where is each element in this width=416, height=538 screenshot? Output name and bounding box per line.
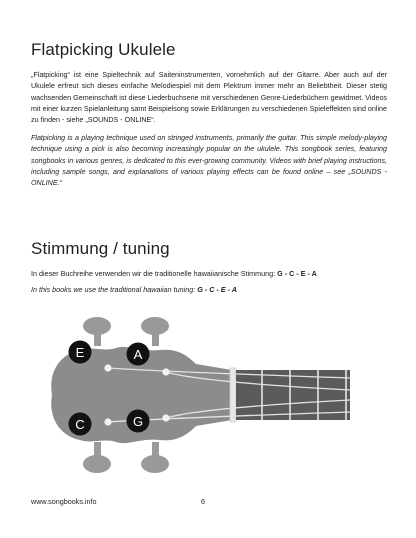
paragraph-english: Flatpicking is a playing technique used on stringed instruments, primarily the guitar. This simple melody-playing technique using a pick is also becoming increasingly popular on the ukulele. This songbook series, featuring songbooks in various genres, is dedicated to this ever-growing community. Videos with brief playing instructions, including sample songs, and explanations of various playing effects can be found online – see „SOUNDS - ONLINE.“: [31, 134, 387, 188]
note-badge-c: [69, 413, 92, 436]
tuner-button-bottom-right: [141, 455, 169, 473]
tuning-text-english: In this books we use the traditional hawaiian tuning:: [31, 285, 196, 294]
note-label-c: C: [75, 417, 85, 432]
tuner-button-top-right: [141, 317, 169, 335]
nut: [230, 368, 236, 422]
tuner-button-bottom-left: [83, 455, 111, 473]
footer-page-number: 6: [201, 497, 205, 506]
section-title-flatpicking: Flatpicking Ukulele: [31, 40, 176, 59]
tuner-button-top-left: [83, 317, 111, 335]
note-badge-g: [127, 410, 150, 433]
string-post-e: [104, 364, 111, 371]
tuning-line-english: [31, 284, 237, 295]
paragraph-german: „Flatpicking“ ist eine Spieltechnik auf Saiteninstrumenten, vornehmlich auf der Gitarre. Aber auch auf der Ukulele erfreut sich dieses einfache Melodiespiel mit dem Plektrum immer mehr an Beliebtheit. Dieser stetig wachsenden Gemeinschaft ist diese Liederbuchserie mit verschiedenen Genre-Liederbüchern gewidmet. Videos mit einer kurzen Spielanleitung samt Beispielsong sowie Erklärungen zu verschiedenen Spieleffekten sind online zu finden - siehe „SOUNDS - ONLINE“.: [31, 71, 387, 125]
tuning-notes-german: G - C - E - A: [277, 269, 317, 278]
tuning-notes-english: G - C - E - A: [197, 285, 237, 294]
tuning-line-german: [31, 268, 317, 279]
note-label-a: A: [133, 347, 143, 362]
ukulele-headstock-diagram: [0, 310, 416, 480]
tuning-text-german: In dieser Buchreihe verwenden wir die traditionelle hawaiianische Stimmung:: [31, 269, 276, 278]
string-post-g: [162, 414, 169, 421]
note-label-e: E: [75, 345, 85, 360]
string-post-a: [162, 368, 169, 375]
section-title-tuning: Stimmung / tuning: [31, 239, 170, 258]
footer-url: www.songbooks.info: [31, 497, 97, 506]
note-badge-e: [69, 341, 92, 364]
string-post-c: [104, 418, 111, 425]
note-badge-a: [127, 343, 150, 366]
note-label-g: G: [132, 414, 144, 429]
